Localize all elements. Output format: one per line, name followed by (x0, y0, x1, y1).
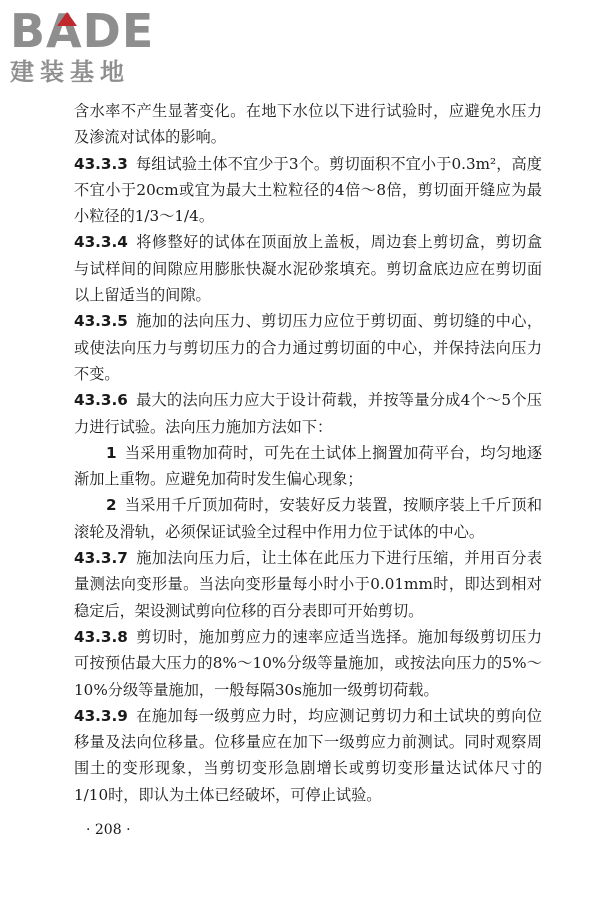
item-text: 当采用重物加荷时，可先在土试体上搁置加荷平台，均匀地逐渐加上重物。应避免加荷时发生偏心现象； (74, 443, 542, 489)
logo-wordmark: BADE (10, 4, 155, 58)
bade-logo (10, 6, 190, 88)
clause-text: 在施加每一级剪应力时，均应测记剪切力和土试块的剪向位移量及法向位移量。位移量应在加下一级剪应力前测试。同时观察周围土的变形现象，当剪切变形急剧增长或剪切变形量达试体尺寸的1/10时，即认为土体已经破坏，可停止试验。 (74, 706, 542, 804)
clause-number: 43.3.7 (74, 549, 128, 568)
item-number: 1 (106, 443, 117, 462)
clause-text: 将修整好的试体在顶面放上盖板，周边套上剪切盒，剪切盒与试样间的间隙应用膨胀快凝水泥砂浆填充。剪切盒底边应在剪切面以上留适当的间隙。 (74, 233, 542, 305)
clause-number: 43.3.8 (74, 627, 128, 646)
item-text: 当采用千斤顶加荷时，安装好反力装置，按顺序装上千斤顶和滚轮及滑轨，必须保证试验全过程中作用力位于试体的中心。 (74, 496, 542, 541)
clause-text: 最大的法向压力应大于设计荷载，并按等量分成4个～5个压力进行试验。法向压力施加方法如下： (74, 391, 542, 436)
clause-number: 43.3.6 (74, 391, 128, 410)
clause-item-1 (74, 440, 542, 493)
document-body (74, 98, 542, 808)
clause-text: 剪切时，施加剪应力的速率应适当选择。施加每级剪切压力可按预估最大压力的8%～10%分级等量施加，或按法向压力的5%～10%分级等量施加，一般每隔30s施加一级剪切荷载。 (74, 627, 542, 699)
clause-43-3-5 (74, 308, 542, 387)
clause-number: 43.3.9 (74, 706, 128, 725)
clause-number: 43.3.5 (74, 312, 128, 331)
clause-text: 施加的法向压力、剪切压力应位于剪切面、剪切缝的中心，或使法向压力与剪切压力的合力通过剪切面的中心，并保持法向压力不变。 (74, 312, 542, 383)
clause-43-3-8 (74, 624, 542, 703)
logo-red-accent (57, 12, 77, 26)
intro-paragraph: 含水率不产生显著变化。在地下水位以下进行试验时，应避免水压力及渗流对试体的影响。 (74, 102, 542, 147)
clause-item-2 (74, 492, 542, 545)
logo-subtitle: 建装基地 (10, 58, 130, 86)
clause-number: 43.3.3 (74, 154, 128, 173)
clause-43-3-4 (74, 229, 542, 308)
clause-number: 43.3.4 (74, 233, 128, 252)
clause-43-3-6 (74, 387, 542, 440)
clause-43-3-9 (74, 703, 542, 808)
clause-43-3-3 (74, 151, 542, 230)
clause-text: 施加法向压力后，让土体在此压力下进行压缩，并用百分表量测法向变形量。当法向变形量每小时小于0.01mm时，即达到相对稳定后，架设测试剪向位移的百分表即可开始剪切。 (74, 549, 542, 620)
item-number: 2 (106, 496, 117, 515)
clause-text: 每组试验土体不宜少于3个。剪切面积不宜小于0.3m²，高度不宜小于20cm或宜为最大土粒粒径的4倍～8倍，剪切面开缝应为最小粒径的1/3～1/4。 (74, 154, 542, 226)
page-number: · 208 · (86, 822, 131, 838)
clause-43-3-7 (74, 545, 542, 624)
